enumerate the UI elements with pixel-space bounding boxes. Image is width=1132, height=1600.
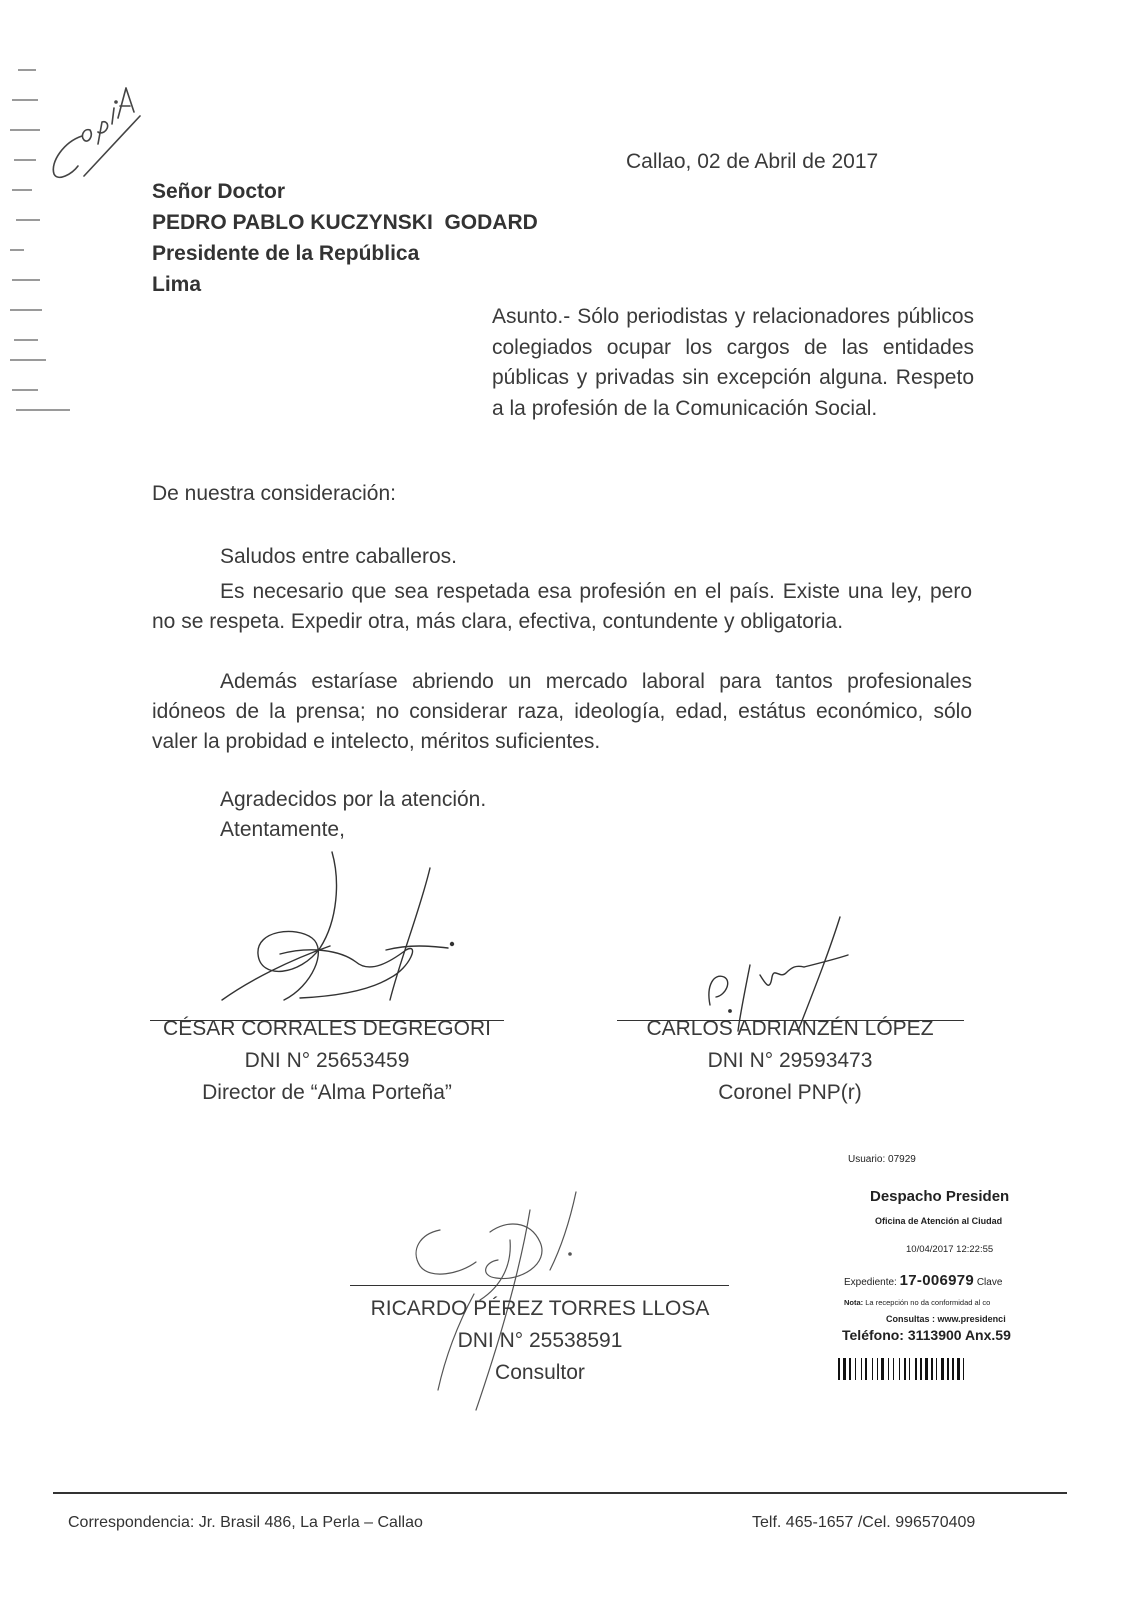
reception-stamp (830, 1140, 1132, 1410)
stamp-expediente (844, 1272, 1002, 1289)
stamp-telefono: Teléfono: 3113900 Anx.59 (842, 1327, 1011, 1343)
recipient-salutation: Señor Doctor (152, 180, 286, 203)
barcode-bar (920, 1358, 922, 1380)
recipient-city: Lima (152, 273, 202, 296)
barcode-bar (947, 1358, 949, 1380)
handwritten-copia-mark (44, 78, 154, 188)
stamp-nota-label: Nota: (844, 1298, 864, 1307)
barcode-bar (865, 1358, 867, 1380)
barcode-bar (843, 1358, 846, 1380)
signatory-2-role: Coronel PNP(r) (718, 1081, 862, 1104)
barcode-bar (899, 1358, 900, 1380)
barcode-bar (881, 1358, 884, 1380)
barcode-bar (893, 1358, 894, 1380)
barcode-bar (872, 1358, 873, 1380)
signatory-1 (120, 1013, 534, 1109)
stamp-clave-label: Clave (976, 1277, 1003, 1288)
signatory-1-name: CÉSAR CORRALES DEGREGORI (163, 1017, 491, 1040)
barcode-bar (925, 1358, 928, 1380)
stamp-barcode (838, 1358, 1024, 1380)
signatory-3-name: RICARDO PÉREZ TORRES LLOSA (370, 1297, 710, 1320)
closing-thanks: Agradecidos por la atención. (220, 788, 487, 811)
greeting: De nuestra consideración: (152, 482, 396, 505)
subject-paragraph: Asunto.- Sólo periodistas y relacionadores públicos colegiados ocupar los cargos de las entidades públicas y privadas sin excepción alguna. Respeto a la profesión de la Comunicación Social. (492, 305, 974, 420)
body-paragraph-1: Saludos entre caballeros. (220, 545, 457, 568)
recipient-block (152, 176, 538, 300)
footer-rule (53, 1492, 1067, 1494)
footer-phone: Telf. 465-1657 /Cel. 996570409 (752, 1514, 976, 1531)
stamp-nota (844, 1298, 990, 1307)
barcode-bar (963, 1358, 964, 1380)
stamp-nota-text: La recepción no da conformidad al co (865, 1298, 991, 1307)
barcode-bar (877, 1358, 878, 1380)
stamp-consultas: Consultas : www.presidenci (886, 1314, 1006, 1324)
barcode-bar (861, 1358, 862, 1380)
signatory-2 (600, 1013, 980, 1109)
barcode-bar (952, 1358, 954, 1380)
stamp-expediente-label: Expediente: (844, 1277, 897, 1288)
barcode-bar (888, 1358, 889, 1380)
signatory-1-dni: DNI N° 25653459 (244, 1049, 410, 1072)
barcode-bar (915, 1358, 917, 1380)
recipient-title: Presidente de la República (152, 242, 420, 265)
letter-date: Callao, 02 de Abril de 2017 (626, 150, 879, 173)
body-paragraph-2: Es necesario que sea respetada esa profesión en el país. Existe una ley, pero no se respeta. Expedir otra, más clara, efectiva, contundente y obligatoria. (152, 580, 972, 633)
barcode-bar (855, 1358, 856, 1380)
barcode-bar (941, 1358, 944, 1380)
signatory-3 (320, 1293, 760, 1389)
stamp-expediente-number: 17-006979 (899, 1272, 975, 1289)
stamp-office: Despacho Presiden (870, 1188, 1010, 1205)
barcode-bar (936, 1358, 937, 1380)
barcode-bar (904, 1358, 906, 1380)
closing-regards: Atentamente, (220, 818, 345, 841)
stamp-unit: Oficina de Atención al Ciudad (875, 1216, 1003, 1226)
signatory-2-dni: DNI N° 29593473 (707, 1049, 873, 1072)
body-paragraph-3: Además estaríase abriendo un mercado laboral para tantos profesionales idóneos de la prensa; no considerar raza, ideología, edad, estátus económico, sólo valer la probidad e intelecto, méritos suficientes. (152, 670, 972, 753)
barcode-bar (957, 1358, 960, 1380)
signatory-1-role: Director de “Alma Porteña” (202, 1081, 452, 1104)
signature-line-3 (350, 1285, 729, 1286)
footer-address: Correspondencia: Jr. Brasil 486, La Perla – Callao (68, 1514, 423, 1531)
signatory-2-name: CARLOS ADRIANZÉN LÓPEZ (646, 1017, 934, 1040)
recipient-name: PEDRO PABLO KUCZYNSKI GODARD (152, 211, 538, 234)
stamp-datetime: 10/04/2017 12:22:55 (906, 1244, 994, 1255)
signature-cesar-corrales (220, 850, 480, 1040)
barcode-bar (909, 1358, 910, 1380)
barcode-bar (849, 1358, 851, 1380)
stamp-usuario: Usuario: 07929 (848, 1154, 916, 1165)
barcode-bar (931, 1358, 933, 1380)
barcode-bar (838, 1358, 840, 1380)
signatory-3-role: Consultor (495, 1361, 585, 1384)
signatory-3-dni: DNI N° 25538591 (457, 1329, 623, 1352)
